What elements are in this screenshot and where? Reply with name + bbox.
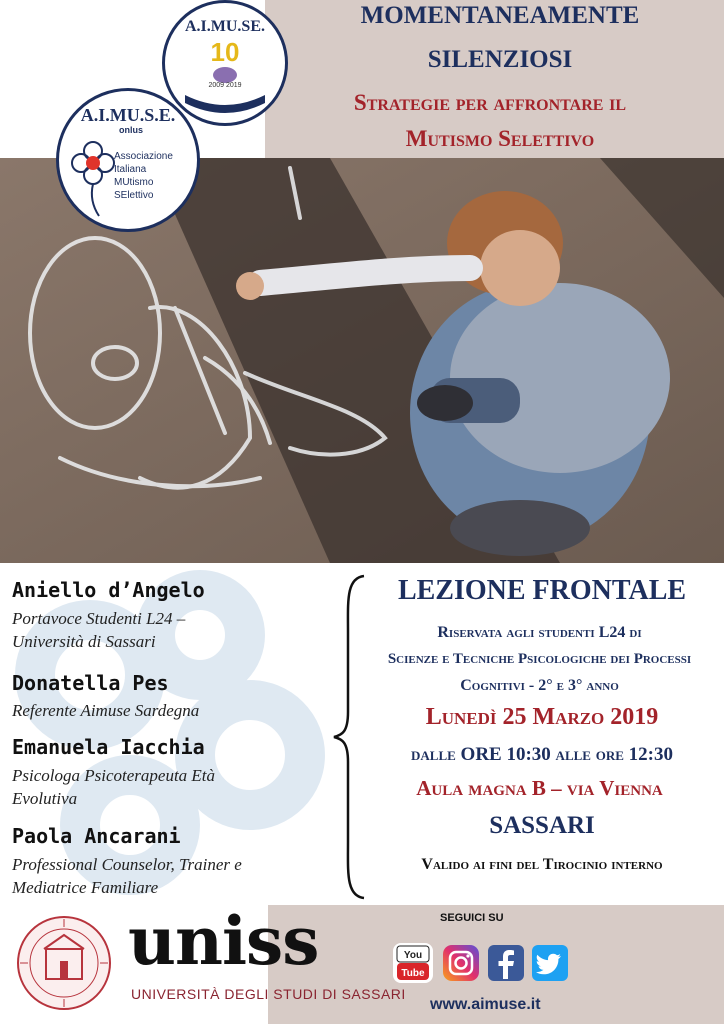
speaker-role-4a: Professional Counselor, Trainer e — [12, 855, 242, 874]
anniversary-years: 2009 2019 — [208, 82, 242, 89]
aimuse-logo — [56, 88, 200, 232]
twitter-icon[interactable] — [530, 943, 570, 983]
aimuse-name-line-1: Associazione — [114, 151, 173, 162]
subtitle-line-2: Mutismo Selettivo — [405, 126, 595, 151]
speaker-role-2a: Referente Aimuse Sardegna — [12, 701, 200, 720]
anniversary-number: 10 — [210, 37, 240, 67]
aimuse-brand: A.I.MU.S.E. — [80, 105, 176, 125]
university-name: UNIVERSITÀ DEGLI STUDI DI SASSARI — [131, 986, 406, 1002]
speaker-name-1: Aniello d’Angelo — [12, 578, 205, 602]
event-validity: Valido ai fini del Tirocinio interno — [421, 856, 663, 873]
youtube-icon[interactable] — [393, 943, 433, 983]
svg-text:You: You — [403, 950, 423, 961]
aimuse-name-line-4: SElettivo — [114, 190, 154, 201]
aimuse-name-line-3: MUtismo — [114, 177, 154, 188]
website-link[interactable]: www.aimuse.it — [430, 996, 541, 1013]
speaker-role-4b: Mediatrice Familiare — [12, 878, 159, 897]
subtitle-line-1: Strategie per affrontare il — [353, 90, 627, 115]
event-date: Lunedì 25 Marzo 2019 — [425, 704, 659, 730]
follow-us-label: SEGUICI SU — [440, 912, 504, 924]
speaker-role-3a: Psicologa Psicoterapeuta Età — [12, 766, 216, 785]
title-line-2: SILENZIOSI — [427, 46, 573, 73]
title-line-1: MOMENTANEAMENTE — [360, 2, 640, 29]
event-time: dalle ORE 10:30 alle ore 12:30 — [411, 744, 673, 765]
lesson-title: LEZIONE FRONTALE — [397, 575, 687, 606]
uniss-logo-wordmark: uniss — [128, 902, 319, 980]
speaker-name-4: Paola Ancarani — [12, 824, 181, 848]
curly-brace — [330, 572, 370, 902]
facebook-icon[interactable] — [486, 943, 526, 983]
aimuse-name-line-2: Italiana — [114, 164, 147, 175]
svg-text:Tube: Tube — [401, 968, 425, 979]
speaker-role-3b: Evolutiva — [12, 789, 78, 808]
instagram-icon[interactable] — [441, 943, 481, 983]
aimuse-onlus: onlus — [119, 125, 143, 135]
audience-line-3: Cognitivi - 2° e 3° anno — [460, 677, 619, 694]
audience-line-1: Riservata agli studenti L24 di — [437, 624, 642, 641]
audience-line-2: Scienze e Tecniche Psicologiche dei Processi — [387, 651, 692, 667]
anniversary-logo — [162, 0, 288, 126]
anniversary-brand: A.I.MU.SE. — [184, 18, 266, 35]
speaker-role-1a: Portavoce Studenti L24 – — [12, 609, 186, 628]
event-place: Aula magna B – via Vienna — [416, 776, 663, 800]
university-seal-icon — [16, 915, 112, 1011]
speaker-role-1b: Università di Sassari — [12, 632, 156, 651]
speaker-name-3: Emanuela Iacchia — [12, 735, 205, 759]
event-city: SASSARI — [489, 812, 595, 839]
speaker-name-2: Donatella Pes — [12, 671, 169, 695]
